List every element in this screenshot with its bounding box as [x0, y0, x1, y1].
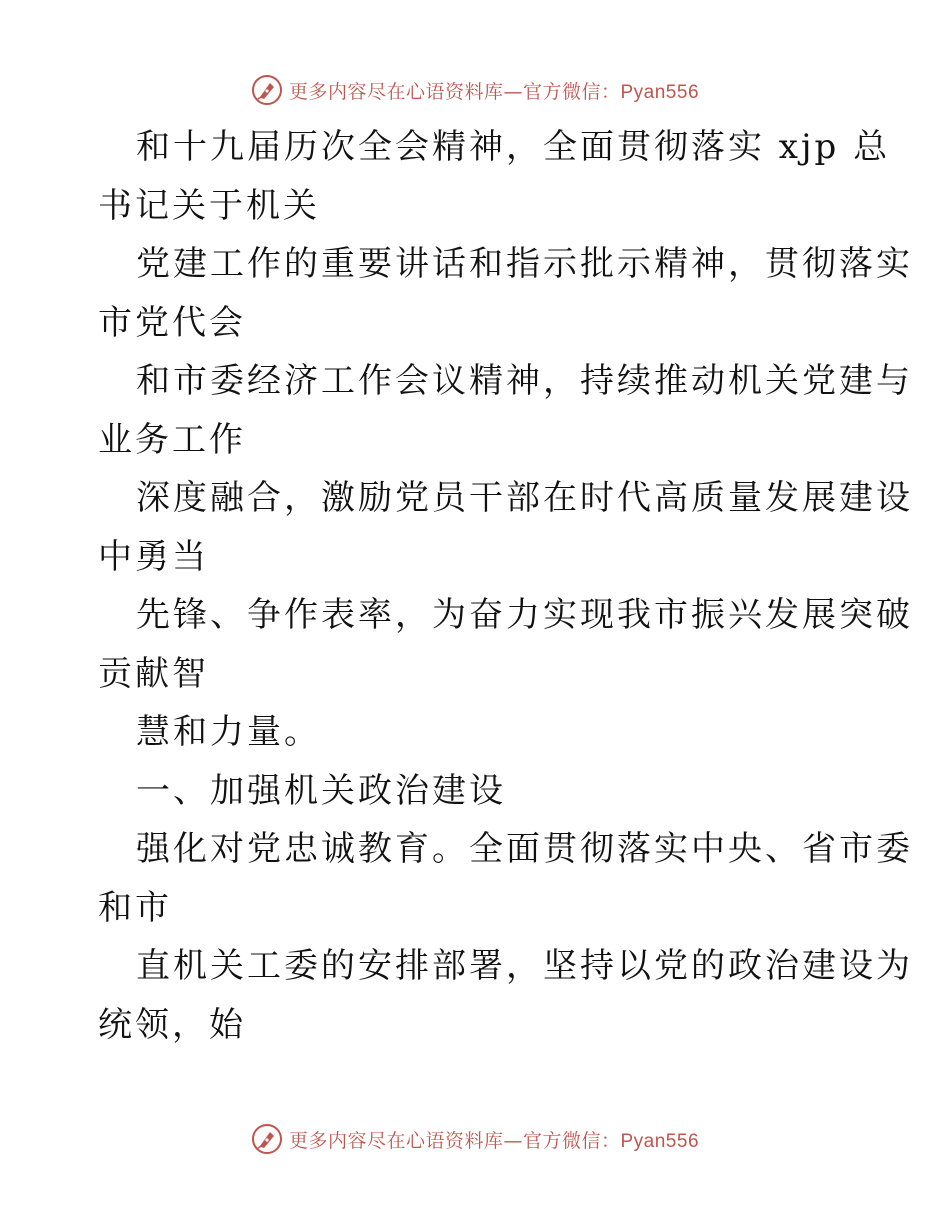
watermark-channel: 官方微信： [522, 1129, 621, 1152]
pen-nib-logo-icon [251, 74, 283, 106]
text-line: 慧和力量。 [136, 712, 321, 752]
pen-nib-logo-icon [251, 1123, 283, 1155]
watermark-dash: — [503, 80, 523, 103]
text-line: 直机关工委的安排部署，坚持以党的政治建设为 [136, 946, 913, 986]
header-watermark [0, 70, 950, 110]
watermark-text [289, 1126, 699, 1153]
watermark-handle: Pyan556 [620, 1130, 700, 1152]
watermark-text [289, 77, 699, 104]
text-line: 贡献智 [98, 653, 209, 694]
text-line: 一、加强机关政治建设 [136, 770, 506, 811]
text-line: 深度融合，激励党员干部在时代高质量发展建设 [136, 478, 913, 518]
text-line: 统领，始 [98, 1004, 246, 1045]
watermark-site: 更多内容尽在心语资料库 [288, 1129, 504, 1152]
text-line: 先锋、争作表率，为奋力实现我市振兴发展突破 [136, 595, 913, 635]
text-line: 业务工作 [98, 419, 246, 460]
footer-watermark [0, 1119, 950, 1159]
text-line: 市党代会 [98, 302, 246, 343]
document-body [98, 118, 913, 1054]
watermark-site: 更多内容尽在心语资料库 [288, 80, 504, 103]
text-line: 党建工作的重要讲话和指示批示精神，贯彻落实 [136, 244, 913, 284]
text-line: 中勇当 [98, 536, 209, 577]
text-line: 书记关于机关 [98, 185, 320, 226]
watermark-dash: — [503, 1129, 523, 1152]
watermark-channel: 官方微信： [522, 80, 621, 103]
watermark-handle: Pyan556 [620, 81, 700, 103]
text-line: 和市委经济工作会议精神，持续推动机关党建与 [136, 361, 913, 401]
text-line: 强化对党忠诚教育。全面贯彻落实中央、省市委 [136, 829, 913, 869]
text-line: 和市 [98, 887, 172, 928]
text-line: 和十九届历次全会精神，全面贯彻落实 xjp 总 [136, 127, 891, 167]
